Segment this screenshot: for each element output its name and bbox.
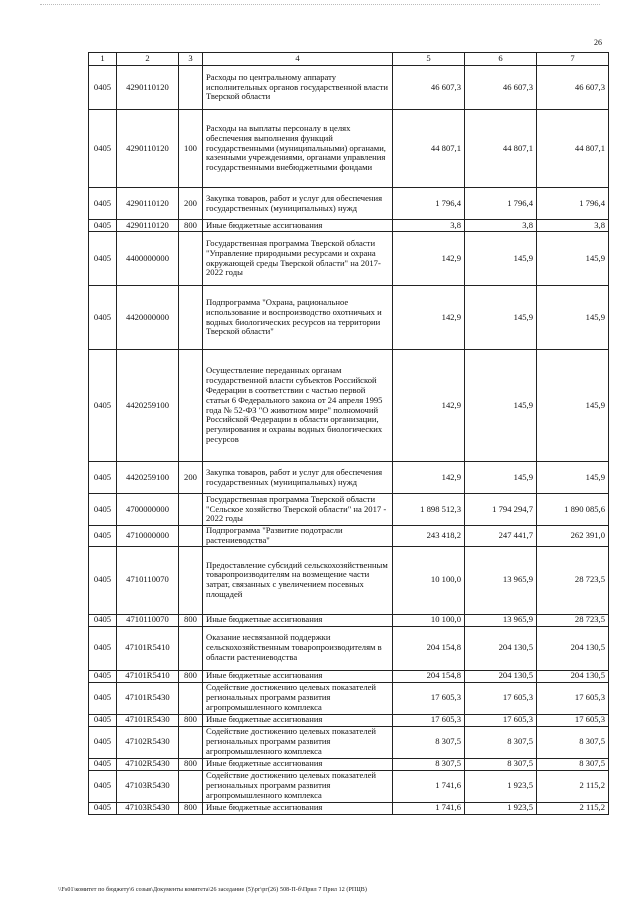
table-row — [89, 350, 609, 462]
amount-year-3: 17 605,3 — [537, 714, 609, 726]
target-article-code: 4710000000 — [117, 526, 179, 547]
row-description: Предоставление субсидий сельскохозяйственным товаропроизводителям на возмещение части затрат, связанных с увеличением посевных площадей — [203, 546, 393, 614]
expense-type-code: 800 — [179, 802, 203, 814]
header-col-5: 5 — [393, 53, 465, 66]
amount-year-1: 17 605,3 — [393, 682, 465, 714]
row-description: Иные бюджетные ассигнования — [203, 758, 393, 770]
section-code: 0405 — [89, 110, 117, 188]
expense-type-code — [179, 66, 203, 110]
row-description: Государственная программа Тверской области "Сельское хозяйство Тверской области" на 2017 - 2022 годы — [203, 494, 393, 526]
expense-type-code: 200 — [179, 188, 203, 220]
target-article-code: 47102R5430 — [117, 758, 179, 770]
section-code: 0405 — [89, 758, 117, 770]
header-col-6: 6 — [465, 53, 537, 66]
amount-year-2: 1 796,4 — [465, 188, 537, 220]
amount-year-1: 243 418,2 — [393, 526, 465, 547]
amount-year-1: 142,9 — [393, 286, 465, 350]
target-article-code: 4290110120 — [117, 110, 179, 188]
target-article-code: 47101R5430 — [117, 682, 179, 714]
amount-year-3: 28 723,5 — [537, 546, 609, 614]
amount-year-2: 17 605,3 — [465, 714, 537, 726]
expense-type-code — [179, 232, 203, 286]
table-row — [89, 770, 609, 802]
amount-year-3: 2 115,2 — [537, 770, 609, 802]
section-code: 0405 — [89, 462, 117, 494]
amount-year-2: 13 965,9 — [465, 614, 537, 626]
amount-year-3: 17 605,3 — [537, 682, 609, 714]
table-row — [89, 802, 609, 814]
row-description: Закупка товаров, работ и услуг для обеспечения государственных (муниципальных) нужд — [203, 188, 393, 220]
section-code: 0405 — [89, 66, 117, 110]
section-code: 0405 — [89, 682, 117, 714]
table-row — [89, 670, 609, 682]
section-code: 0405 — [89, 626, 117, 670]
header-col-2: 2 — [117, 53, 179, 66]
expense-type-code — [179, 526, 203, 547]
header-col-7: 7 — [537, 53, 609, 66]
header-col-4: 4 — [203, 53, 393, 66]
section-code: 0405 — [89, 614, 117, 626]
row-description: Содействие достижению целевых показателей региональных программ развития агропромышленного комплекса — [203, 770, 393, 802]
table-row — [89, 232, 609, 286]
amount-year-1: 142,9 — [393, 462, 465, 494]
file-path-footer: \\Fs01\комитет по бюджету\6 созыв\Документы комитета\26 заседание (5)\рг\рг(26) 508-П-б\Прил 7 Прил 12 (РПЦВ) — [58, 887, 367, 893]
row-description: Оказание несвязанной поддержки сельскохозяйственным товаропроизводителям в области растениеводства — [203, 626, 393, 670]
table-row — [89, 286, 609, 350]
row-description: Подпрограмма "Охрана, рациональное использование и воспроизводство охотничьих и водных биологических ресурсов на территории Тверской области" — [203, 286, 393, 350]
table-header-row — [89, 53, 609, 66]
amount-year-3: 2 115,2 — [537, 802, 609, 814]
amount-year-2: 44 807,1 — [465, 110, 537, 188]
amount-year-1: 44 807,1 — [393, 110, 465, 188]
table-row — [89, 494, 609, 526]
target-article-code: 47102R5430 — [117, 726, 179, 758]
amount-year-2: 1 794 294,7 — [465, 494, 537, 526]
amount-year-3: 145,9 — [537, 232, 609, 286]
row-description: Содействие достижению целевых показателей региональных программ развития агропромышленного комплекса — [203, 726, 393, 758]
amount-year-2: 8 307,5 — [465, 726, 537, 758]
target-article-code: 47103R5430 — [117, 770, 179, 802]
table-row — [89, 526, 609, 547]
section-code: 0405 — [89, 802, 117, 814]
target-article-code: 4700000000 — [117, 494, 179, 526]
table-row — [89, 682, 609, 714]
target-article-code: 47103R5430 — [117, 802, 179, 814]
expense-type-code — [179, 726, 203, 758]
budget-table — [88, 52, 609, 815]
amount-year-1: 8 307,5 — [393, 726, 465, 758]
amount-year-3: 262 391,0 — [537, 526, 609, 547]
amount-year-2: 145,9 — [465, 350, 537, 462]
section-code: 0405 — [89, 726, 117, 758]
table-row — [89, 726, 609, 758]
section-code: 0405 — [89, 546, 117, 614]
table-row — [89, 546, 609, 614]
amount-year-2: 13 965,9 — [465, 546, 537, 614]
amount-year-2: 204 130,5 — [465, 626, 537, 670]
row-description: Содействие достижению целевых показателей региональных программ развития агропромышленного комплекса — [203, 682, 393, 714]
target-article-code: 4290110120 — [117, 188, 179, 220]
expense-type-code — [179, 682, 203, 714]
amount-year-3: 145,9 — [537, 286, 609, 350]
table-row — [89, 66, 609, 110]
table-row — [89, 758, 609, 770]
section-code: 0405 — [89, 670, 117, 682]
target-article-code: 4420000000 — [117, 286, 179, 350]
table-row — [89, 188, 609, 220]
amount-year-2: 17 605,3 — [465, 682, 537, 714]
amount-year-1: 142,9 — [393, 232, 465, 286]
amount-year-2: 145,9 — [465, 462, 537, 494]
row-description: Подпрограмма "Развитие подотрасли растениеводства" — [203, 526, 393, 547]
amount-year-1: 17 605,3 — [393, 714, 465, 726]
amount-year-1: 3,8 — [393, 220, 465, 232]
amount-year-3: 28 723,5 — [537, 614, 609, 626]
amount-year-3: 145,9 — [537, 462, 609, 494]
amount-year-2: 145,9 — [465, 232, 537, 286]
section-code: 0405 — [89, 188, 117, 220]
amount-year-2: 3,8 — [465, 220, 537, 232]
section-code: 0405 — [89, 526, 117, 547]
amount-year-3: 8 307,5 — [537, 758, 609, 770]
table-row — [89, 110, 609, 188]
expense-type-code — [179, 626, 203, 670]
target-article-code: 4420259100 — [117, 462, 179, 494]
target-article-code: 4710110070 — [117, 614, 179, 626]
expense-type-code — [179, 494, 203, 526]
target-article-code: 4290110120 — [117, 66, 179, 110]
amount-year-3: 204 130,5 — [537, 626, 609, 670]
table-row — [89, 626, 609, 670]
row-description: Иные бюджетные ассигнования — [203, 714, 393, 726]
amount-year-3: 3,8 — [537, 220, 609, 232]
target-article-code: 47101R5410 — [117, 670, 179, 682]
amount-year-2: 145,9 — [465, 286, 537, 350]
row-description: Иные бюджетные ассигнования — [203, 220, 393, 232]
row-description: Закупка товаров, работ и услуг для обеспечения государственных (муниципальных) нужд — [203, 462, 393, 494]
amount-year-1: 1 796,4 — [393, 188, 465, 220]
target-article-code: 47101R5410 — [117, 626, 179, 670]
amount-year-1: 10 100,0 — [393, 614, 465, 626]
amount-year-1: 10 100,0 — [393, 546, 465, 614]
expense-type-code: 800 — [179, 758, 203, 770]
table-row — [89, 220, 609, 232]
expense-type-code — [179, 286, 203, 350]
row-description: Расходы на выплаты персоналу в целях обеспечения выполнения функций государственными (муниципальными) органами, казенными учреждениями, органами управления государственными внебюджетными фондами — [203, 110, 393, 188]
table-row — [89, 714, 609, 726]
amount-year-3: 204 130,5 — [537, 670, 609, 682]
row-description: Иные бюджетные ассигнования — [203, 802, 393, 814]
amount-year-1: 204 154,8 — [393, 670, 465, 682]
amount-year-2: 8 307,5 — [465, 758, 537, 770]
amount-year-3: 44 807,1 — [537, 110, 609, 188]
amount-year-2: 1 923,5 — [465, 770, 537, 802]
row-description: Иные бюджетные ассигнования — [203, 670, 393, 682]
expense-type-code: 100 — [179, 110, 203, 188]
header-col-1: 1 — [89, 53, 117, 66]
target-article-code: 4400000000 — [117, 232, 179, 286]
expense-type-code — [179, 546, 203, 614]
section-code: 0405 — [89, 494, 117, 526]
amount-year-1: 204 154,8 — [393, 626, 465, 670]
amount-year-1: 142,9 — [393, 350, 465, 462]
expense-type-code: 800 — [179, 614, 203, 626]
section-code: 0405 — [89, 350, 117, 462]
amount-year-2: 46 607,3 — [465, 66, 537, 110]
amount-year-3: 145,9 — [537, 350, 609, 462]
expense-type-code: 800 — [179, 220, 203, 232]
amount-year-3: 8 307,5 — [537, 726, 609, 758]
row-description: Осуществление переданных органам государственной власти субъектов Российской Федерации в соответствии с частью первой статьи 6 Федерального закона от 24 апреля 1995 года № 52-ФЗ "О животном мире" полномочий Российской Федерации в области организации, регулирования и охраны водных биологических ресурсов — [203, 350, 393, 462]
scan-top-edge — [40, 4, 600, 11]
section-code: 0405 — [89, 220, 117, 232]
header-col-3: 3 — [179, 53, 203, 66]
row-description: Государственная программа Тверской области "Управление природными ресурсами и охрана окружающей среды Тверской области" на 2017-2022 годы — [203, 232, 393, 286]
expense-type-code — [179, 350, 203, 462]
expense-type-code: 800 — [179, 670, 203, 682]
target-article-code: 4420259100 — [117, 350, 179, 462]
section-code: 0405 — [89, 286, 117, 350]
amount-year-2: 247 441,7 — [465, 526, 537, 547]
amount-year-2: 204 130,5 — [465, 670, 537, 682]
section-code: 0405 — [89, 714, 117, 726]
amount-year-1: 1 741,6 — [393, 802, 465, 814]
target-article-code: 4710110070 — [117, 546, 179, 614]
amount-year-3: 46 607,3 — [537, 66, 609, 110]
amount-year-2: 1 923,5 — [465, 802, 537, 814]
section-code: 0405 — [89, 770, 117, 802]
expense-type-code: 800 — [179, 714, 203, 726]
table-row — [89, 462, 609, 494]
amount-year-1: 46 607,3 — [393, 66, 465, 110]
page-number: 26 — [594, 38, 602, 47]
amount-year-3: 1 796,4 — [537, 188, 609, 220]
amount-year-1: 1 898 512,3 — [393, 494, 465, 526]
target-article-code: 47101R5430 — [117, 714, 179, 726]
amount-year-1: 1 741,6 — [393, 770, 465, 802]
row-description: Иные бюджетные ассигнования — [203, 614, 393, 626]
section-code: 0405 — [89, 232, 117, 286]
amount-year-3: 1 890 085,6 — [537, 494, 609, 526]
expense-type-code — [179, 770, 203, 802]
table-row — [89, 614, 609, 626]
amount-year-1: 8 307,5 — [393, 758, 465, 770]
expense-type-code: 200 — [179, 462, 203, 494]
target-article-code: 4290110120 — [117, 220, 179, 232]
row-description: Расходы по центральному аппарату исполнительных органов государственной власти Тверской области — [203, 66, 393, 110]
